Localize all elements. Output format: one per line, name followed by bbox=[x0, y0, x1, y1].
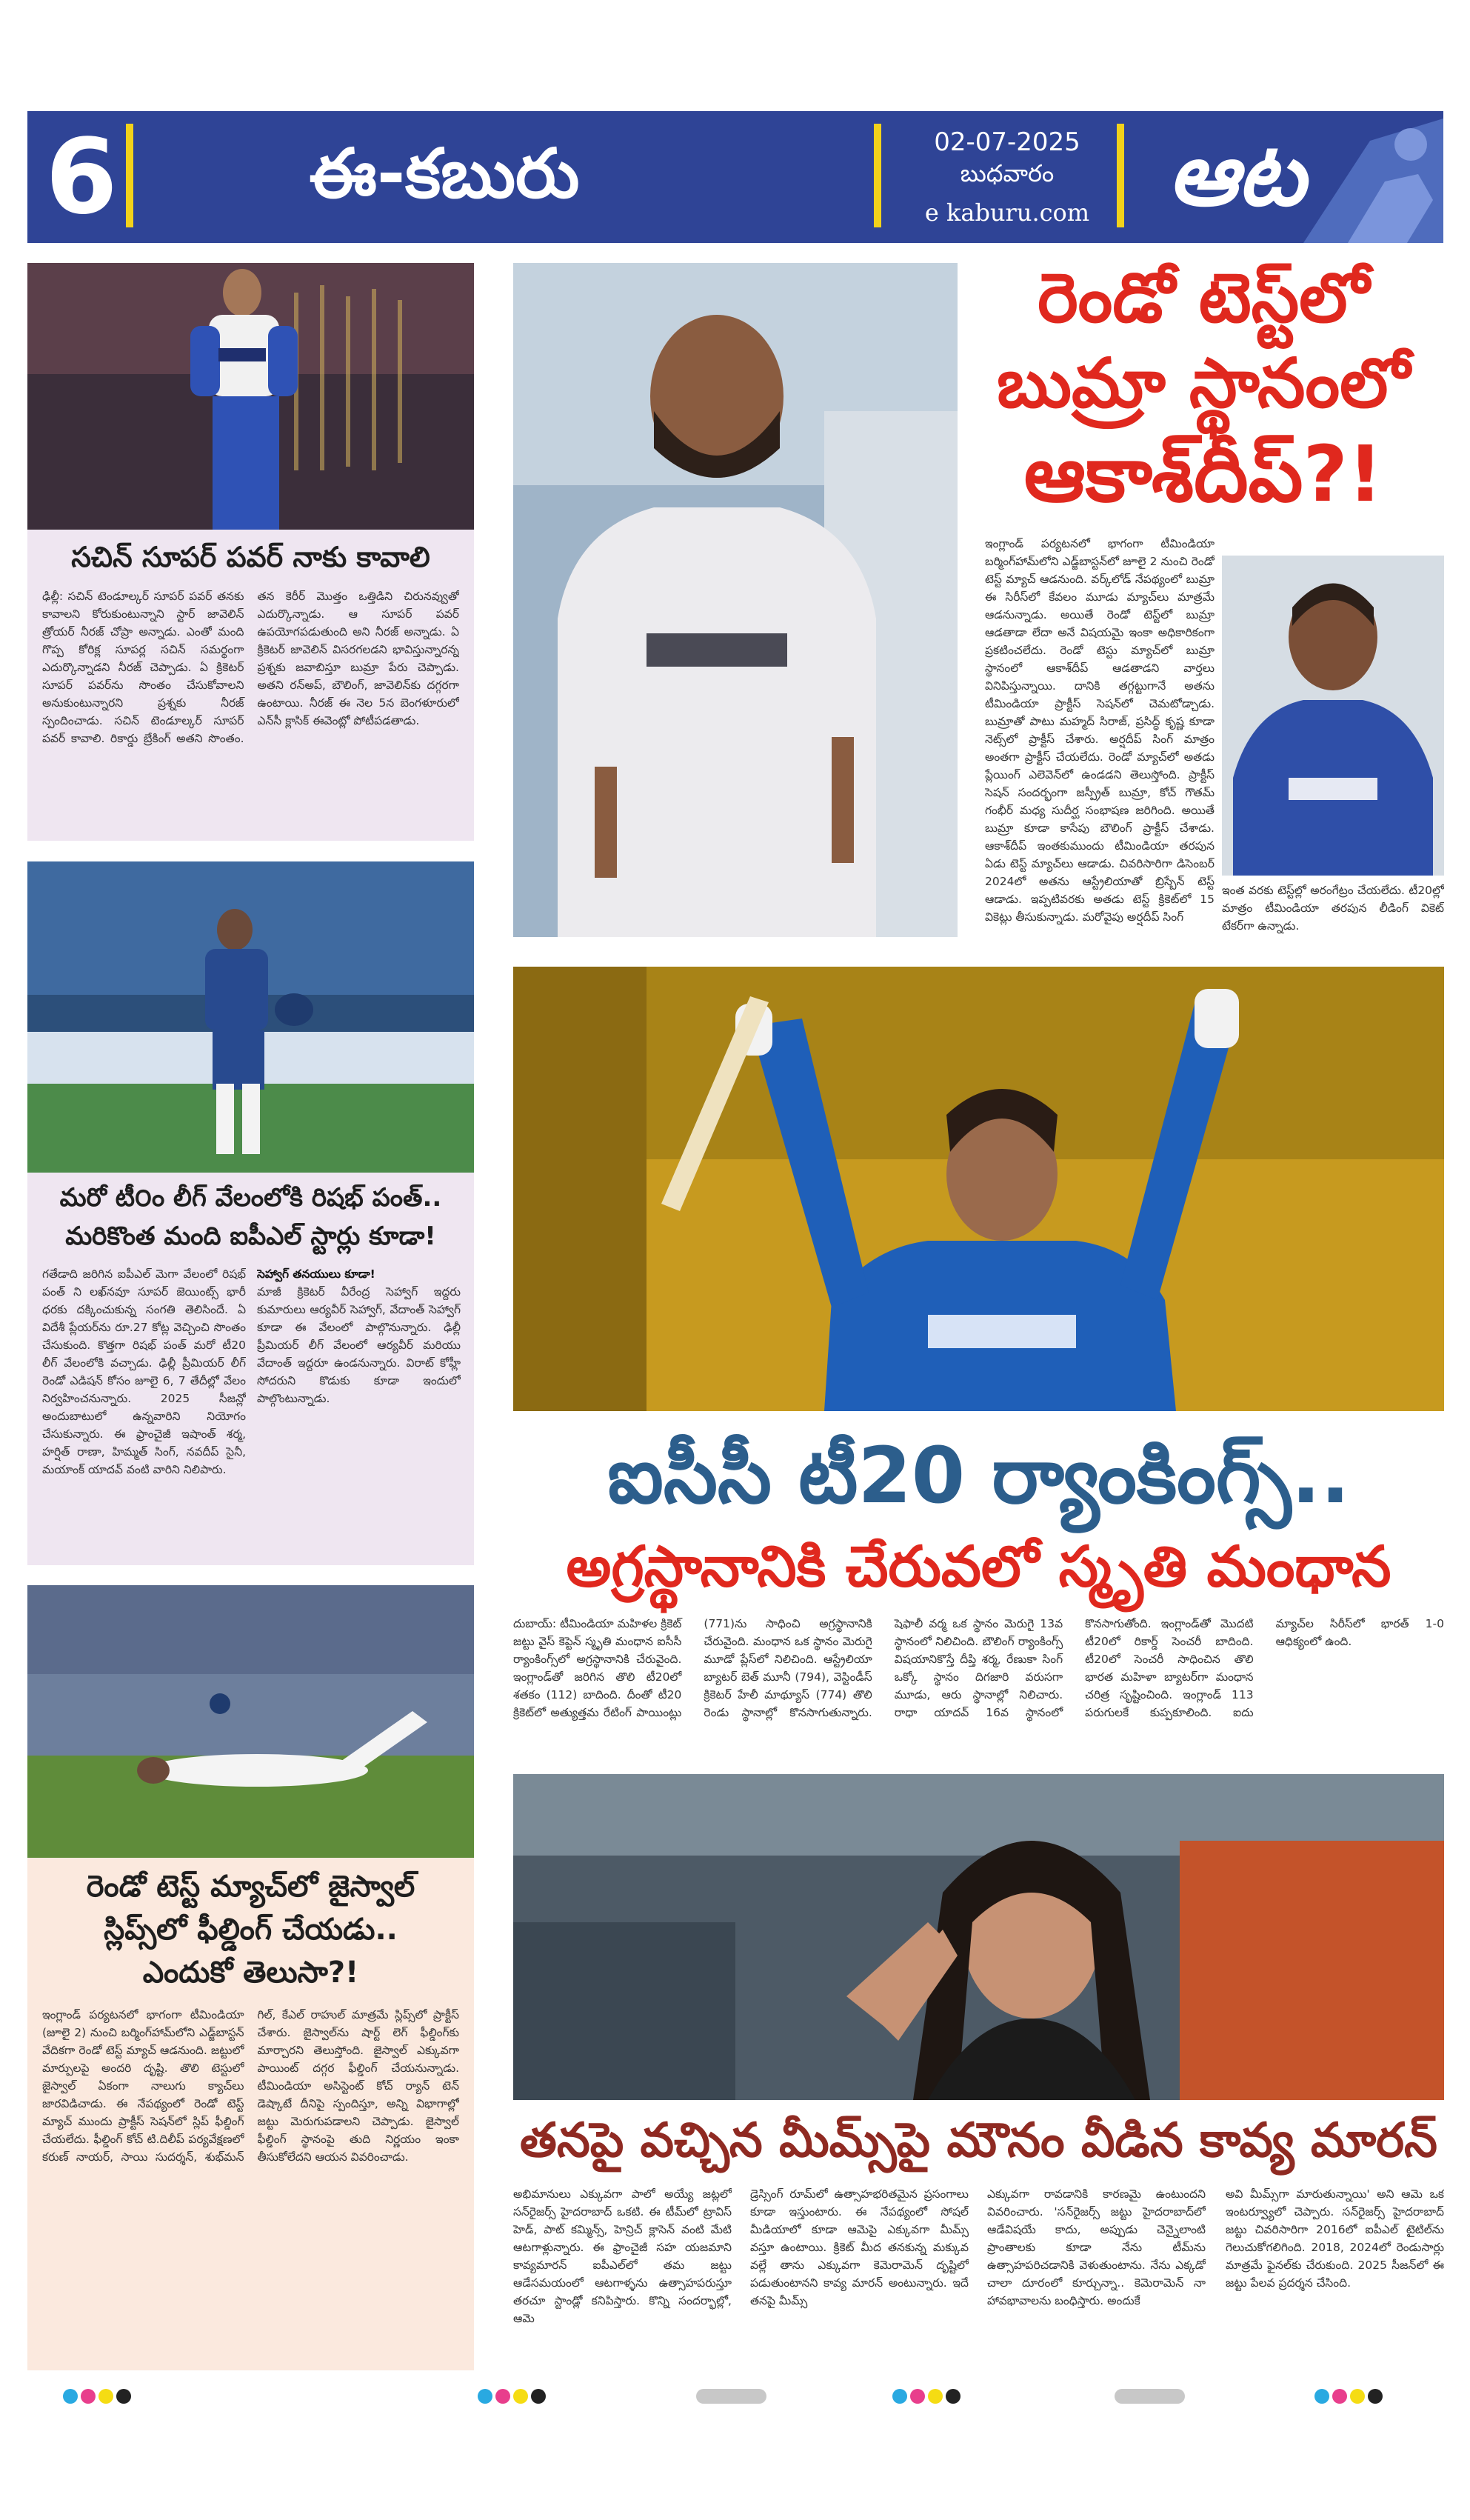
color-dot-icon bbox=[81, 2389, 96, 2404]
kavya-body-col3: ఎక్కువగా రావడానికి కారణమై ఉంటుందని వివరించారు. 'సన్‌రైజర్స్ జట్టు హైదరాబాద్‌లో ఆడేవిషయే కాదు, అప్పుడు చెన్నైలాంటి ప్రాంతాలకు కూడా నేను టీమ్‌ను ఉత్సాహపరిచడానికి వెళుతుంటాను. నేను ఎక్కడో చాలా దూరంలో కూర్చున్నా.. కెమెరామెన్ నా హావభావాలను బంధిస్తారు. అందుకే bbox=[987, 2187, 1206, 2307]
registration-pill bbox=[1115, 2389, 1185, 2404]
registration-mark bbox=[63, 2389, 131, 2404]
jaiswal-headline-3: ఎందుకో తెలుసా?! bbox=[142, 1956, 359, 1990]
akashdeep-headline-1: రెండో టెస్ట్‌లో bbox=[1038, 259, 1369, 338]
gray-pill-icon bbox=[696, 2389, 766, 2404]
masthead-divider bbox=[1117, 124, 1124, 227]
jaiswal-body: ఇంగ్లాండ్ పర్యటనలో భాగంగా టీమిండియా (జూలై 2) నుంచి బర్మింగ్‌హామ్‌లోని ఎడ్జ్‌బాస్టన్ వేదికగా రెండో టెస్ట్ మ్యాచ్ ఆడనుంది. జట్టులో మార్పులపై అందరి దృష్టి. తొలి టెస్టులో జైస్వాల్ ఏకంగా నాలుగు క్యాచ్‌లు జారవిడిచాడు. ఈ నేపథ్యంలో రెండో టెస్ట్ మ్యాచ్ ముందు ప్రాక్టీస్ సెషన్‌లో స్లిప్ ఫీల్డింగ్ చేయలేదు. ఫీల్డింగ్ కోచ్ టి.దిలీప్ పర్యవేక్షణలో కరుణ్ నాయర్, సాయి సుదర్శన్, శుభ్‌మన్ గిల్, కేఎల్ రాహుల్ మాత్రమే స్లిప్స్‌లో ప్రాక్టీస్ చేశారు. జైస్వాల్‌ను షార్ట్ లెగ్ ఫీల్డింగ్‌కు మార్చారని తెలుస్తోంది. జైస్వాల్ ఎక్కువగా పాయింట్ దగ్గర ఫీల్డింగ్ చేయనున్నాడు. టీమిండియా అసిస్టెంట్ కోచ్ ర్యాన్ టెన్ డెష్కాటే దీనిపై స్పందిస్తూ, అన్ని విభాగాల్లో జట్టు మెరుగుపడాలని చెప్పాడు. జైస్వాల్ ఫీల్డింగ్ స్థానంపై తుది నిర్ణయం ఇంకా తీసుకోలేదని ఆయన వివరించాడు. bbox=[42, 2008, 459, 2164]
rishabh-pant-photo bbox=[27, 861, 474, 1173]
akashdeep-headline-3: ఆకాశ్‌దీప్?! bbox=[1023, 429, 1383, 519]
kavya-body-col2: డ్రెస్సింగ్ రూమ్‌లో ఉత్సాహభరితమైన ప్రసంగాలు కూడా ఇస్తుంటారు. ఈ నేపథ్యంలో సోషల్ మీడియాలో కూడా ఆమెపై ఎక్కువగా మీమ్స్ వస్తూ ఉంటాయి. క్రికెట్ మీద తనకున్న మక్కువ వల్లే తాను ఎక్కువగా కెమెరామెన్ దృష్టిలో పడుతుంటానని కావ్య మారన్ అంటున్నారు. ఇదే తనపై మీమ్స్ bbox=[750, 2187, 969, 2307]
color-dot-icon bbox=[98, 2389, 113, 2404]
color-dot-icon bbox=[63, 2389, 78, 2404]
kavya-headline: తనపై వచ్చిన మీమ్స్‌పై మౌనం వీడిన కావ్య మారన్ bbox=[520, 2113, 1437, 2168]
masthead-divider bbox=[874, 124, 881, 227]
registration-mark bbox=[478, 2389, 546, 2404]
page-number: 6 bbox=[45, 117, 118, 238]
color-dot-icon bbox=[1314, 2389, 1329, 2404]
registration-mark bbox=[892, 2389, 960, 2404]
smriti-headline-1: ఐసీసీ టీ20 ర్యాంకింగ్స్.. bbox=[607, 1430, 1350, 1521]
color-dot-icon bbox=[116, 2389, 131, 2404]
bumrah-photo bbox=[1222, 556, 1444, 876]
neeraj-body: ఢిల్లీ: సచిన్ టెండూల్కర్ సూపర్ పవర్ తనకు కావాలని కోరుకుంటున్నాని స్టార్ జావెలిన్ త్రోయర్ నీరజ్ చోప్రా అన్నాడు. ఎంతో మంది గొప్ప కోరిక్ల సూపర్ల సచిన్ సమర్థంగా ఎదుర్కొన్నాడని నీరజ్ చెప్పాడు. ఏ క్రికెటర్ సూపర్ పవర్‌ను సొంతం చేసుకోవాలని అనుకుంటున్నారని ప్రశ్నకు నీరజ్ స్పందించాడు. సచిన్ టెండూల్కర్ సూపర్ పవర్ కావాలి. రికార్డు బ్రేకింగ్ అతని సొంతం. తన కెరీర్ మొత్తం ఒత్తిడిని చిరునవ్వుతో ఎదుర్కొన్నాడు. ఆ సూపర్ పవర్ ఉపయోగపడుతుంది అని నీరజ్ అన్నాడు. ఏ క్రికెటర్ జావెలిన్ విసరగలడని భావిస్తున్నారన్న ప్రశ్నకు జవాబిస్తూ బుమ్రా పేరు చెప్పాడు. అతని రన్‌అప్, బౌలింగ్, జావెలిన్‌కు దగ్గరగా ఉంటాయి. నీరజ్ ఈ నెల 5న బెంగళూరులో ఎన్‌సీ క్లాసిక్ ఈవెంట్లో పోటీపడతాడు. bbox=[42, 590, 459, 745]
jaiswal-story-box bbox=[27, 1858, 474, 2370]
color-dot-icon bbox=[513, 2389, 528, 2404]
akashdeep-body: ఇంగ్లాండ్ పర్యటనలో భాగంగా టీమిండియా బర్మింగ్‌హామ్‌లోని ఎడ్జ్‌బాస్టన్‌లో జూలై 2 నుంచి రెండో టెస్ట్ మ్యాచ్ ఆడనుంది. వర్క్‌లోడ్ నేపథ్యంలో బుమ్రా ఈ సిరీస్‌లో కేవలం మూడు మ్యాచ్‌లు మాత్రమే ఆడనున్నాడు. అయితే రెండో టెస్ట్‌లో బుమ్రా ఆడతాడా లేదా అనే విషయమై ఇంకా అధికారికంగా ప్రకటించలేదు. రెండో టెస్టు మ్యాచ్‌లో బుమ్రా స్థానంలో ఆకాశ్‌దీప్ ఆడతాడని వార్తలు వినిపిస్తున్నాయి. దానికి తగ్గట్టుగానే అతను టీమిండియా ప్రాక్టీస్ సెషన్‌లో చెమటోడ్చాడు. బుమ్రాతో పాటు మహ్మద్ సిరాజ్, ప్రసిద్ధ్ కృష్ణ కూడా నెట్స్‌లో ప్రాక్టీస్ చేశారు. అర్షదీప్ సింగ్ మాత్రం అంతగా ప్రాక్టీస్ చేయలేదు. రెండో మ్యాచ్‌లో అతడు ప్లేయింగ్ ఎలెవెన్‌లో ఉండడని తెలుస్తోంది. ప్రాక్టీస్ సెషన్ సందర్భంగా జస్ప్రీత్ బుమ్రా, కోచ్ గౌతమ్ గంభీర్ మధ్య సుదీర్ఘ సంభాషణ జరిగింది. అయితే బుమ్రా కూడా కాసేపు బౌలింగ్ ప్రాక్టీస్ చేశాడు. ఆకాశ్‌దీప్ ఇంతకుముందు టీమిండియా తరపున ఏడు టెస్ట్ మ్యాచ్‌లు ఆడాడు. చివరిసారిగా డిసెంబర్ 2024లో అతను ఆస్ట్రేలియాతో బ్రిస్బేన్ టెస్ట్ ఆడాడు. ఇప్పటివరకు అతడు టెస్ట్ క్రికెట్‌లో 15 వికెట్లు తీసుకున్నాడు. మరోవైపు అర్షదీప్ సింగ్ bbox=[985, 537, 1215, 924]
color-dot-icon bbox=[495, 2389, 510, 2404]
jaiswal-headline-2: స్లిప్స్‌లో ఫీల్డింగ్ చేయడు.. bbox=[104, 1913, 398, 1947]
kavya-maran-photo bbox=[513, 1774, 1444, 2100]
registration-mark bbox=[1314, 2389, 1383, 2404]
smriti-mandhana-photo bbox=[513, 967, 1444, 1411]
kavya-body-col1: అభిమానులు ఎక్కువగా పాలో అయ్యే జట్లలో సన్‌రైజర్స్ హైదరాబాద్ ఒకటి. ఈ టీమ్‌లో ట్రావిస్ హెడ్, పాట్ కమ్మిన్స్, హెన్రిచ్ క్లాసెన్ వంటి మేటి ఆటగాళ్లున్నారు. ఈ ఫ్రాంచైజీ సహ యజమాని కావ్యమారన్ ఐపీఎల్‌లో తమ జట్టు ఆడేసమయంలో ఆటగాళ్ళను ఉత్సాహపరుస్తూ తరచూ స్టాండ్లో కనిపిస్తారు. కొన్ని సందర్భాల్లో, ఆమె bbox=[513, 2187, 732, 2325]
pant-body-2: మాజీ క్రికెటర్ వీరేంద్ర సెహ్వాగ్ ఇద్దరు కుమారులు ఆర్యవీర్ సెహ్వాగ్, వేదాంత్ సెహ్వాగ్ కూడా ఈ వేలంలో పాల్గొనున్నారు. ఢిల్లీ ప్రీమియర్ లీగ్ వేలంలో ఆర్యవీర్ మరియు వేదాంత్ ఇద్దరూ ఉండనున్నారు. విరాట్ కోహ్లీ సోదరుని కొడుకు కూడా ఇందులో పాల్గొంటున్నాడు. bbox=[257, 1285, 461, 1405]
kavya-body-col4: అవి మీమ్స్‌గా మారుతున్నాయి' అని ఆమె ఒక ఇంటర్వ్యూలో చెప్పారు. సన్‌రైజర్స్ హైదరాబాద్ జట్టు చివరిసారిగా 2016లో ఐపీఎల్ టైటిల్‌ను గెలుచుకోగలిగింది. 2018, 2024లో రెండుసార్లు మాత్రమే ఫైనల్‌కు చేరుకుంది. 2025 సీజన్‌లో ఈ జట్టు పేలవ ప్రదర్శన చేసింది. bbox=[1226, 2187, 1444, 2290]
color-dot-icon bbox=[928, 2389, 943, 2404]
pant-headline-1: మరో టీ౦ం లీగ్ వేలంలోకి రిషభ్ పంత్.. bbox=[59, 1183, 442, 1213]
color-dot-icon bbox=[910, 2389, 925, 2404]
color-dot-icon bbox=[1332, 2389, 1347, 2404]
pant-subheading: సెహ్వాగ్ తనయులు కూడా! bbox=[257, 1267, 375, 1281]
color-dot-icon bbox=[1350, 2389, 1365, 2404]
gray-pill-icon bbox=[1115, 2389, 1185, 2404]
neeraj-chopra-photo bbox=[27, 263, 474, 530]
akashdeep-headline-2: బుమ్రా స్థానంలో bbox=[997, 344, 1410, 423]
neeraj-headline: సచిన్ సూపర్ పవర్ నాకు కావాలి bbox=[71, 541, 430, 573]
sports-logo-text: ఆట bbox=[1168, 123, 1306, 225]
color-dot-icon bbox=[531, 2389, 546, 2404]
pant-headline-2: మరికొంత మంది ఐపీఎల్ స్టార్లు కూడా! bbox=[65, 1221, 436, 1251]
neeraj-story-box bbox=[27, 530, 474, 841]
color-dot-icon bbox=[478, 2389, 492, 2404]
smriti-body: దుబాయ్: టీమిండియా మహిళల క్రికెట్ జట్టు వైస్ కెప్టెన్ స్మృతి మంధాన ఐసీసీ ర్యాంకింగ్స్‌లో అగ్రస్థానానికి చేరువైంది. ఇంగ్లాండ్‌తో జరిగిన తొలి టీ20లో శతకం (112) బాదింది. దీంతో టీ20 క్రికెట్‌లో అత్యుత్తమ రేటింగ్ పాయింట్లు (771)ను సాధించి అగ్రస్థానానికి చేరువైంది. మంధాన ఒక స్థానం మెరుగై మూడో ప్లేస్‌లో నిలిచింది. ఆస్ట్రేలియా బ్యాటర్ బెత్ మూనీ (794), వెస్టిండీస్ క్రికెటర్ హేలీ మాథ్యూస్ (774) తొలి రెండు స్థానాల్లో కొనసాగుతున్నారు. షెఫాలీ వర్మ ఒక స్థానం మెరుగై 13వ స్థానంలో నిలిచింది. బౌలింగ్ ర్యాంకింగ్స్ విషయానికొస్తే దీప్తి శర్మ, రేణుకా సింగ్ ఒక్కో స్థానం దిగజారి వరుసగా మూడు, ఆరు స్థానాల్లో నిలిచారు. రాధా యాదవ్ 16వ స్థానంలో కొనసాగుతోంది. ఇంగ్లాండ్‌తో మొదటి టీ20లో రికార్డ్ సెంచరీ బాదింది. టీ20లో సెంచరీ సాధించిన తొలి భారత మహిళా బ్యాటర్‌గా మంధాన చరిత్ర సృష్టించింది. ఇంగ్లాండ్ 113 పరుగులకే కుప్పకూలింది. ఐదు మ్యాచ్‌ల సిరీస్‌లో భారత్ 1-0 ఆధిక్యంలో ఉంది. bbox=[513, 1617, 1444, 1719]
akashdeep-body-tail: ఇంత వరకు టెస్ట్‌ల్లో అరంగేట్రం చేయలేదు. టీ20ల్లో మాత్రం టీమిండియా తరపున లీడింగ్ వికెట్ టేకర్‌గా ఉన్నాడు. bbox=[1222, 884, 1444, 933]
akashdeep-photo bbox=[513, 263, 958, 937]
color-dot-icon bbox=[1368, 2389, 1383, 2404]
section-title: ఈ-కబురు bbox=[309, 134, 580, 213]
issue-date: 02-07-2025 bbox=[934, 127, 1080, 157]
pant-body: గతేడాది జరిగిన ఐపీఎల్ మెగా వేలంలో రిషభ్ పంత్ ని లఖ్‌నవూ సూపర్ జెయింట్స్ భారీ ధరకు దక్కించుకున్న సంగతి తెలిసిందే. ఏ విదేశీ ప్లేయర్‌ను రూ.27 కోట్ల వెచ్చించి సొంతం చేసుకుంది. కొత్తగా రిషభ్ పంత్ మరో టీ20 లీగ్ వేలంలోకి వచ్చాడు. ఢిల్లీ ప్రీమియర్ లీగ్ రెండో ఎడిషన్ కోసం జూలై 6, 7 తేదీల్లో వేలం నిర్వహించనున్నారు. 2025 సీజన్లో అందుబాటులో ఉన్నవారిని నియోగం చేసుకున్నారు. ఈ ఫ్రాంచైజీ ఇషాంత్ శర్మ, హర్షిత్ రాణా, హిమ్మత్ సింగ్, నవదీప్ సైనీ, మయాంక్ యాదవ్ వంటి వారిని నిలిపారు. bbox=[42, 1267, 246, 1476]
pant-story-box bbox=[27, 1173, 474, 1565]
website-link[interactable]: e kaburu.com bbox=[924, 199, 1090, 227]
jaiswal-fielding-photo bbox=[27, 1585, 474, 1858]
smriti-headline-2: అగ్రస్థానానికి చేరువలో స్మృతి మంధాన bbox=[566, 1533, 1392, 1599]
jaiswal-headline-1: రెండో టెస్ట్ మ్యాచ్‌లో జైస్వాల్ bbox=[86, 1870, 415, 1904]
color-dot-icon bbox=[892, 2389, 907, 2404]
issue-day: బుధవారం bbox=[960, 159, 1055, 187]
masthead-divider bbox=[126, 124, 133, 227]
registration-pill bbox=[696, 2389, 766, 2404]
color-dot-icon bbox=[946, 2389, 960, 2404]
